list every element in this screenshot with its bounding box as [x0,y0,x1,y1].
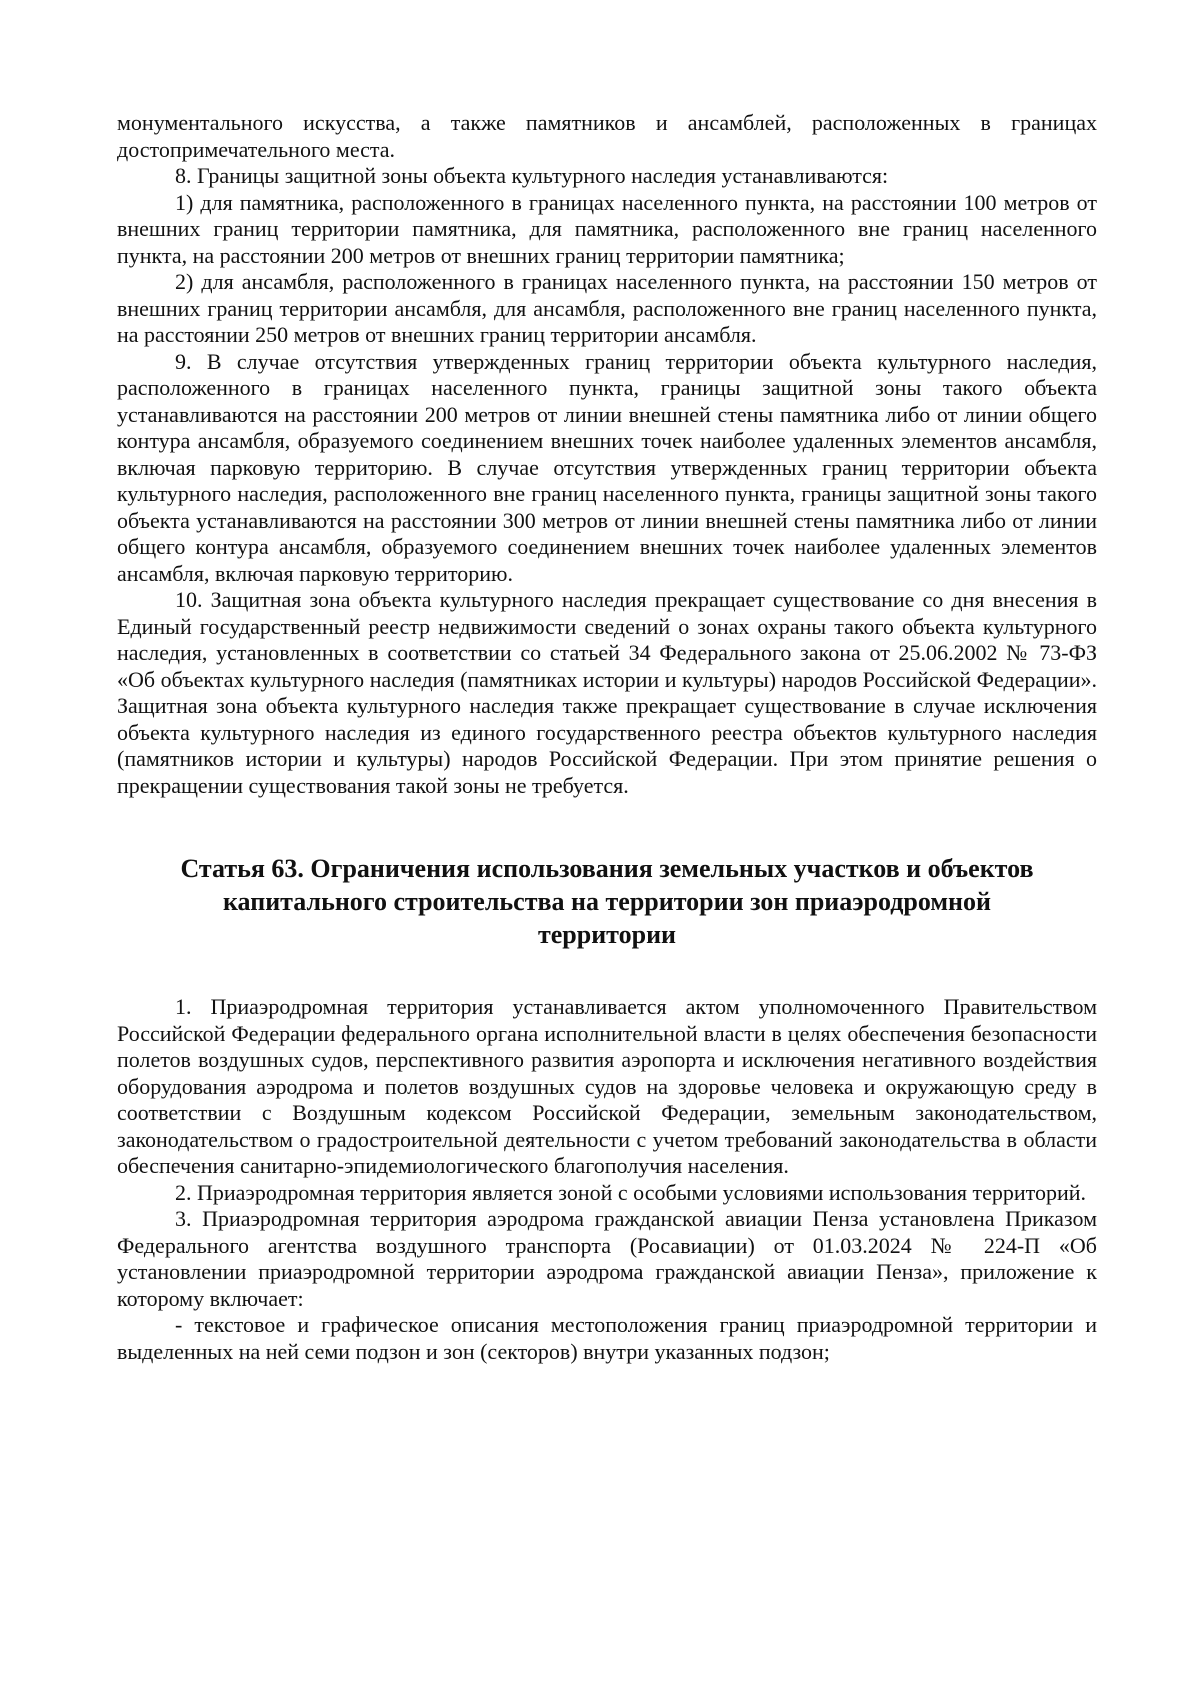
paragraph-subitem-2: 2) для ансамбля, расположенного в границах населенного пункта, на расстоянии 150 метров от внешних границ территории ансамбля, для ансамбля, расположенного вне границ населенного пункта, на расстоянии 250 метров от внешних границ территории ансамбля. [117,269,1097,347]
article-heading-line-3: территории [537,920,677,949]
paragraph-article-item-3: 3. Приаэродромная территория аэродрома гражданской авиации Пенза установлена Приказом Федерального агентства воздушного транспорта (Росавиации) от 01.03.2024 № 224-П «Об установлении приаэродромной территории аэродрома гражданской авиации Пенза», приложение к которому включает: [117,1206,1097,1311]
paragraph-item-8: 8. Границы защитной зоны объекта культурного наследия устанавливаются: [175,163,889,188]
paragraph-list-item: - текстовое и графическое описания местоположения границ приаэродромной территории и выделенных на ней семи подзон и зон (секторов) внутри указанных подзон; [117,1312,1097,1364]
article-heading [117,852,1097,951]
paragraph-subitem-1: 1) для памятника, расположенного в границах населенного пункта, на расстоянии 100 метров от внешних границ территории памятника, для памятника, расположенного вне границ населенного пункта, на расстоянии 200 метров от внешних границ территории памятника; [117,189,1097,268]
article-heading-line-1: Статья 63. Ограничения использования земельных участков и объектов [180,854,1034,883]
paragraph-article-item-1: 1. Приаэродромная территория устанавливается актом уполномоченного Правительством Российской Федерации федерального органа исполнительной власти в целях обеспечения безопасности полетов воздушных судов, перспективного развития аэропорта и исключения негативного воздействия оборудования аэродрома и полетов воздушных судов на здоровье человека и окружающую среду в соответствии с Воздушным кодексом Российской Федерации, земельным законодательством, законодательством о градостроительной деятельности с учетом требований законодательства в области обеспечения санитарно-эпидемиологического благополучия населения. [117,994,1097,1178]
paragraph-item-9: 9. В случае отсутствия утвержденных границ территории объекта культурного наследия, расположенного в границах населенного пункта, границы защитной зоны такого объекта устанавливаются на расстоянии 200 метров от линии внешней стены памятника либо от линии общего контура ансамбля, образуемого соединением внешних точек наиболее удаленных элементов ансамбля, включая парковую территорию. В случае отсутствия утвержденных границ территории объекта культурного наследия, расположенного вне границ населенного пункта, границы защитной зоны такого объекта устанавливаются на расстоянии 300 метров от линии внешней стены памятника либо от линии общего контура ансамбля, образуемого соединением внешних точек наиболее удаленных элементов ансамбля, включая парковую территорию. [117,348,1097,586]
paragraph-item-10: 10. Защитная зона объекта культурного наследия прекращает существование со дня внесения в Единый государственный реестр недвижимости сведений о зонах охраны такого объекта культурного наследия, установленных в соответствии со статьей 34 Федерального закона от 25.06.2002 № 73-ФЗ «Об объектах культурного наследия (памятниках истории и культуры) народов Российской Федерации». Защитная зона объекта культурного наследия также прекращает существование в случае исключения объекта культурного наследия из единого государственного реестра объектов культурного наследия (памятников истории и культуры) народов Российской Федерации. При этом принятие решения о прекращении существования такой зоны не требуется. [117,587,1097,798]
paragraph-continuation: монументального искусства, а также памятников и ансамблей, расположенных в границах достопримечательного места. [117,110,1097,162]
document-page [117,110,1097,1365]
paragraph-article-item-2: 2. Приаэродромная территория является зоной с особыми условиями использования территорий. [175,1179,1087,1205]
article-heading-line-2: капитального строительства на территории зон приаэродромной [222,887,992,916]
